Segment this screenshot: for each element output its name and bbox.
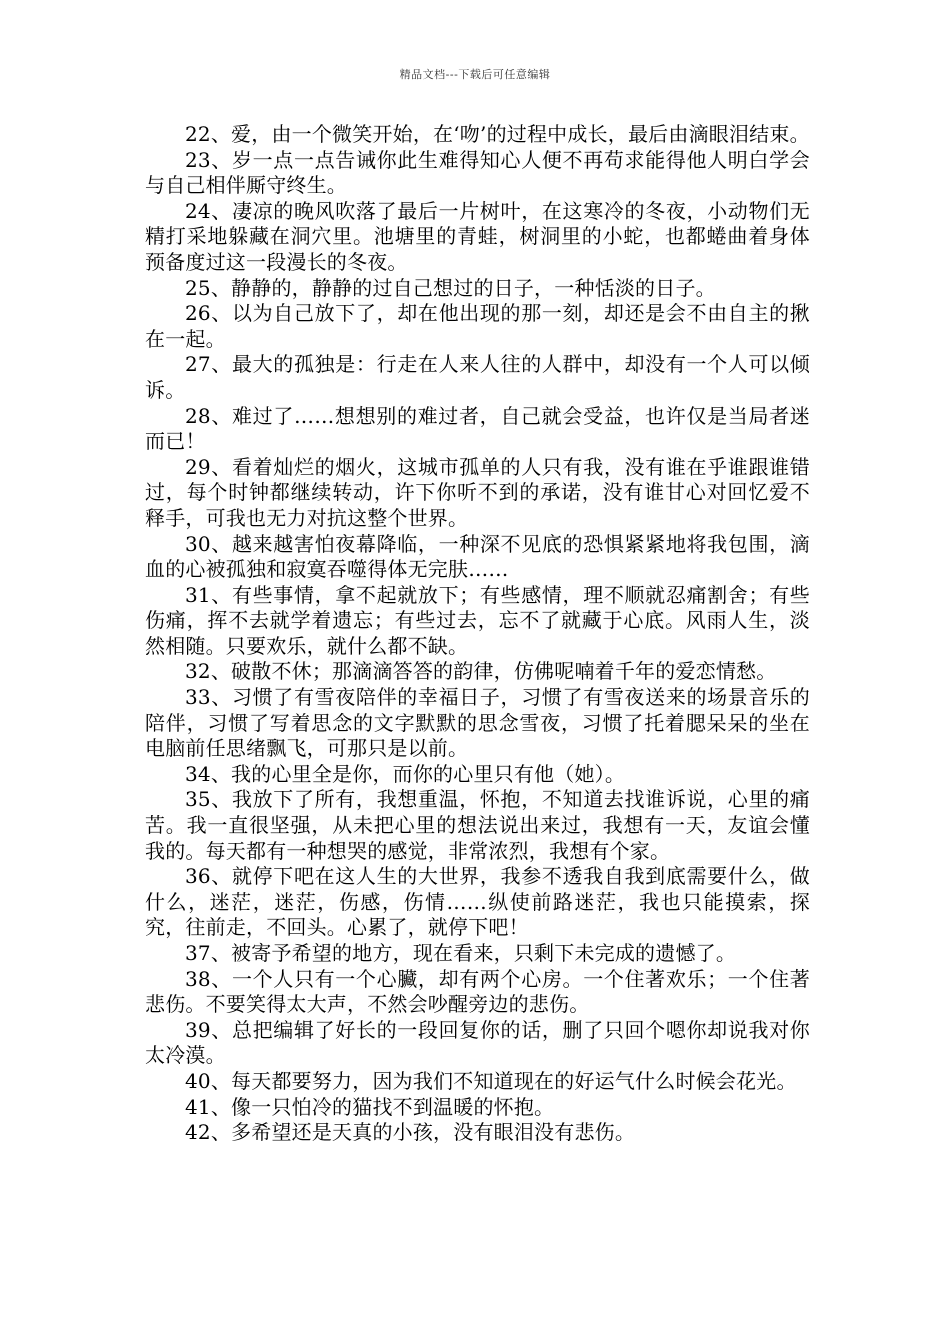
paragraph: 24、凄凉的晚风吹落了最后一片树叶，在这寒冷的冬夜，小动物们无精打采地躲藏在洞穴里。池塘里的青蛙，树洞里的小蛇，也都蜷曲着身体预备度过这一段漫长的冬夜。	[145, 198, 810, 274]
paragraph: 29、看着灿烂的烟火，这城市孤单的人只有我，没有谁在乎谁跟谁错过，每个时钟都继续转动，许下你听不到的承诺，没有谁甘心对回忆爱不释手，可我也无力对抗这整个世界。	[145, 454, 810, 530]
paragraph: 31、有些事情，拿不起就放下；有些感情，理不顺就忍痛割舍；有些伤痛，挥不去就学着遗忘；有些过去，忘不了就藏于心底。风雨人生，淡然相随。只要欢乐，就什么都不缺。	[145, 582, 810, 658]
paragraph: 40、每天都要努力，因为我们不知道现在的好运气什么时候会花光。	[185, 1068, 797, 1093]
paragraph: 26、以为自己放下了，却在他出现的那一刻，却还是会不由自主的揪在一起。	[145, 301, 810, 351]
paragraph: 25、静静的，静静的过自己想过的日子，一种恬淡的日子。	[185, 275, 716, 300]
paragraph: 38、一个人只有一个心臟，却有两个心房。一个住著欢乐；一个住著悲伤。不要笑得太大声，不然会吵醒旁边的悲伤。	[145, 966, 810, 1017]
paragraph: 28、难过了……想想别的难过者，自己就会受益，也许仅是当局者迷而已！	[145, 403, 810, 454]
paragraph: 27、最大的孤独是：行走在人来人往的人群中，却没有一个人可以倾诉。	[145, 352, 810, 402]
paragraph: 34、我的心里全是你，而你的心里只有他（她）。	[185, 761, 626, 786]
paragraph: 30、越来越害怕夜幕降临，一种深不见底的恐惧紧紧地将我包围，滴血的心被孤独和寂寞吞噬得体无完肤……	[145, 531, 810, 582]
paragraph: 35、我放下了所有，我想重温，怀抱，不知道去找谁诉说，心里的痛苦。我一直很坚强，从未把心里的想法说出来过，我想有一天，友谊会懂我的。每天都有一种想哭的感觉，非常浓烈，我想有个家。	[145, 787, 810, 863]
document-body	[145, 122, 810, 1146]
paragraph: 22、爱，由一个微笑开始，在‘吻’的过程中成长，最后由滴眼泪结束。	[185, 122, 810, 146]
paragraph: 42、多希望还是天真的小孩，没有眼泪没有悲伤。	[185, 1120, 636, 1145]
paragraph: 32、破散不休；那滴滴答答的韵律，仿佛呢喃着千年的爱恋情愁。	[185, 659, 777, 684]
paragraph: 37、被寄予希望的地方，现在看来，只剩下未完成的遗憾了。	[185, 941, 737, 965]
paragraph: 36、就停下吧在这人生的大世界，我参不透我自我到底需要什么，做什么，迷茫，迷茫，伤感，伤情……纵使前路迷茫，我也只能摸索，探究，往前走，不回头。心累了，就停下吧！	[145, 864, 810, 940]
paragraph: 33、习惯了有雪夜陪伴的幸福日子，习惯了有雪夜送来的场景音乐的陪伴，习惯了写着思念的文字默默的思念雪夜，习惯了托着腮呆呆的坐在电脑前任思绪飘飞，可那只是以前。	[145, 685, 810, 761]
paragraph: 23、岁一点一点告诫你此生难得知心人便不再苟求能得他人明白学会与自己相伴厮守终生。	[145, 147, 810, 198]
paragraph: 41、像一只怕冷的猫找不到温暖的怀抱。	[185, 1094, 555, 1119]
paragraph: 39、总把编辑了好长的一段回复你的话，删了只回个嗯你却说我对你太冷漠。	[145, 1017, 810, 1068]
page-header: 精品文档---下载后可任意编辑	[399, 68, 551, 81]
